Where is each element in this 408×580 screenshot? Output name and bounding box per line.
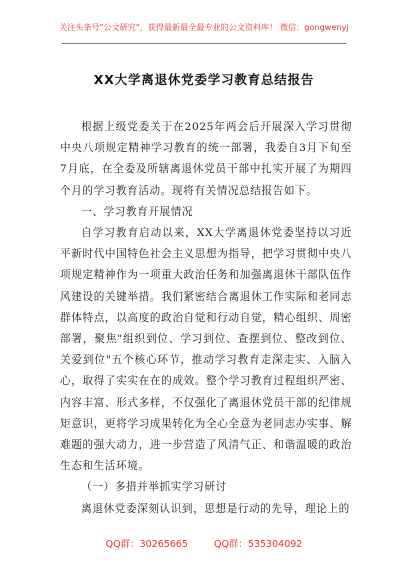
footer-qq-group-1: QQ群：30265665 — [105, 539, 188, 550]
document-body — [60, 117, 352, 520]
body-paragraph: 离退休党委深刻认识到，思想是行动的先导，理论上的 — [81, 502, 350, 515]
section-heading: 一、学习教育开展情况 — [81, 205, 194, 218]
footer-qq-group-2: QQ群：535304092 — [213, 539, 303, 550]
header-promo-note: 关注头条号"公文研究"，获得最新最全最专业的公文资料库！ 微信：gongwenyj — [59, 23, 349, 32]
body-paragraph: 根据上级党委关于在2025年两会后开展深入学习贯彻中央八项规定精神学习教育的统一部署，我委自3月下旬至7月底，在全委及所辖离退休党员干部中扎实开展了为期四个月的学习教育活动。现将有关情况总结报告如下。 — [60, 121, 352, 197]
subsection-heading: （一）多措并举抓实学习研讨 — [81, 481, 227, 494]
document-title: XX大学离退休党委学习教育总结报告 — [93, 72, 315, 87]
header-divider — [62, 43, 346, 44]
footer-qq-groups — [0, 536, 408, 550]
body-paragraph: 自学习教育启动以来，XX大学离退休党委坚持以习近平新时代中国特色社会主义思想为指导，把学习贯彻中央八项规定精神作为一项重大政治任务和加强离退休干部队伍作风建设的关键举措。我们紧密结合离退休工作实际和老同志群体特点，以高度的政治自觉和行动自觉，精心组织、周密部署，聚焦"组织到位、学习到位、查摆到位、整改到位、关爱到位"五个核心环节，推动学习教育走深走实、入脑入心，取得了实实在在的成效。整个学习教育过程组织严密、内容丰富、形式多样，不仅强化了离退休党员干部的纪律规矩意识，更将学习成果转化为全心全意为老同志办实事、解难题的强大动力，进一步营造了风清气正、和谐温暖的政治生态和生活环境。 — [60, 227, 352, 473]
